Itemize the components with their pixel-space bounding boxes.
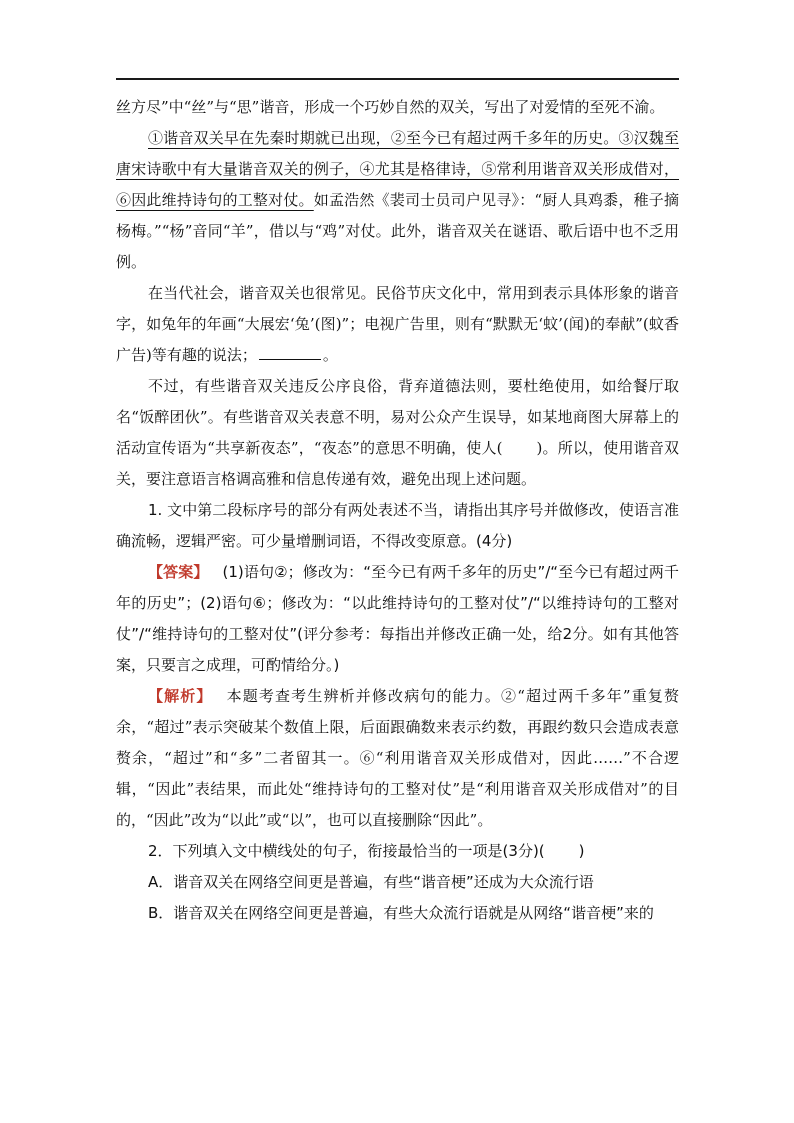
passage-p4-text: 不过，有些谐音双关违反公序良俗，背弃道德法则，要杜绝使用，如给餐厅取名“饭醉团伙”。有些谐音双关表意不明，易对公众产生误导，如某地商图大屏幕上的活动宣传语为“共享新夜态”，“夜态”的意思不明确，使人(: [116, 377, 679, 457]
answer-tag: 【答案】: [148, 563, 209, 581]
analysis-block: [116, 681, 679, 836]
option-a-text: A．谐音双关在网络空间更是普遍，有些“谐音梗”还成为大众流行语: [148, 873, 594, 891]
passage-paragraph-3: [116, 278, 679, 371]
fill-in-blank: [259, 345, 321, 360]
question-2-end: ): [578, 842, 585, 860]
document-content: [116, 92, 679, 929]
analysis-text: 本题考查考生辨析并修改病句的能力。②“超过两千多年”重复赘余，“超过”表示突破某个数值上限，后面跟确数来表示约数，再跟约数只会造成表意赘余，“超过”和“多”二者留其一。⑥“利用谐音双关形成借对，因此……”不合逻辑，“因此”表结果，而此处“维持诗句的工整对仗”是“利用谐音双关形成借对”的目的，“因此”改为“以此”或“以”，也可以直接删除“因此”。: [116, 687, 679, 829]
question-1: [116, 495, 679, 557]
passage-p3-text: 在当代社会，谐音双关也很常见。民俗节庆文化中，常用到表示具体形象的谐音字，如兔年的年画“大展宏‘兔’(图)”；电视广告里，则有“默默无‘蚊’(闻)的奉献”(蚊香广告)等有趣的说法；: [116, 284, 679, 364]
answer-text: (1)语句②；修改为：“至今已有两千多年的历史”/“至今已有超过两千年的历史”；(2)语句⑥；修改为：“以此维持诗句的工整对仗”/“以维持诗句的工整对仗”/“维持诗句的工整对仗”(评分参考：每指出并修改正确一处，给2分。如有其他答案，只要言之成理，可酌情给分。): [116, 563, 679, 674]
passage-paragraph-2: [116, 123, 679, 278]
header-rule: [116, 78, 679, 80]
question-2: [116, 836, 679, 867]
passage-p2-rest: 如孟浩然《裴司士员司户见寻》：“厨人具鸡黍，稚子摘杨梅。”“杨”音同“羊”，借以与“鸡”对仗。此外，谐音双关在谜语、歌后语中也不乏用例。: [116, 191, 679, 271]
option-b-text: B．谐音双关在网络空间更是普遍，有些大众流行语就是从网络“谐音梗”来的: [148, 904, 654, 922]
underlined-sentences: ①谐音双关早在先秦时期就已出现，②至今已有超过两千多年的历史。③汉魏至唐宋诗歌中有大量谐音双关的例子，④尤其是格律诗，⑤常利用谐音双关形成借对，⑥因此维持诗句的工整对仗。: [116, 129, 679, 209]
question-2-text: 2．下列填入文中横线处的句子，衔接最恰当的一项是(3分)(: [148, 842, 545, 860]
option-b: [116, 898, 679, 929]
passage-p1-text: 丝方尽”中“丝”与“思”谐音，形成一个巧妙自然的双关，写出了对爱情的至死不渝。: [116, 98, 665, 116]
question-1-text: 1. 文中第二段标序号的部分有两处表述不当，请指出其序号并做修改，使语言准确流畅，逻辑严密。可少量增删词语，不得改变原意。(4分): [116, 501, 679, 550]
passage-p3-end: 。: [322, 346, 338, 364]
answer-block: [116, 557, 679, 681]
passage-paragraph-4: [116, 371, 679, 495]
option-a: [116, 867, 679, 898]
passage-paragraph-1: [116, 92, 679, 123]
analysis-tag: 【解析】: [148, 687, 213, 705]
passage-p4-end: )。所以，使用谐音双关，要注意语言格调高雅和信息传递有效，避免出现上述问题。: [116, 439, 680, 488]
